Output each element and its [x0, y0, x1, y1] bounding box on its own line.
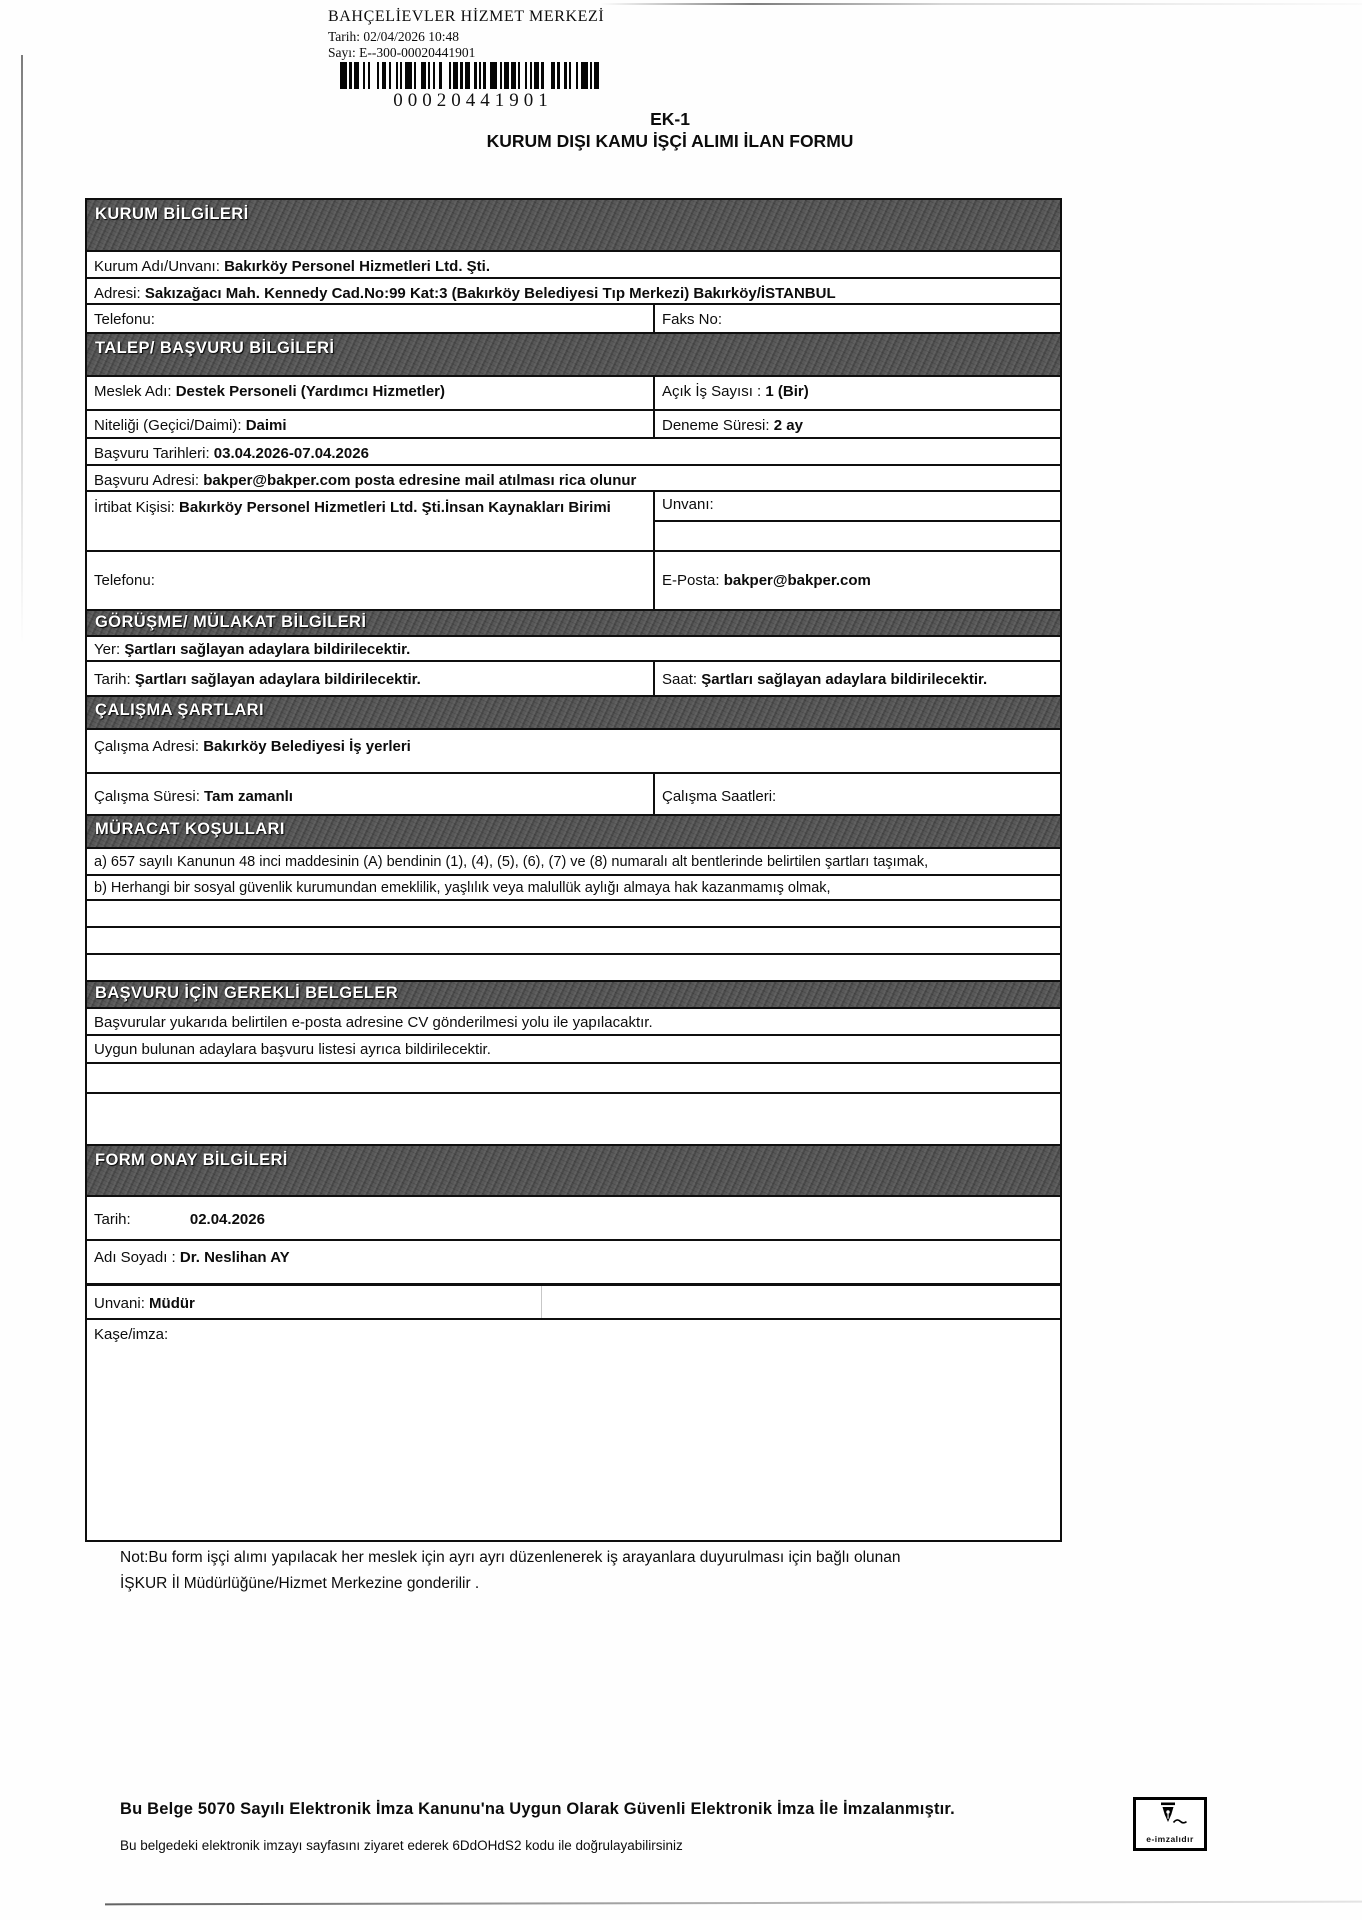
gorusme-saat-label: Saat: [662, 671, 698, 688]
cell-kosul-a: a) 657 sayılı Kanunun 48 inci maddesinin (A) bendinin (1), (4), (5), (6), (7) ve (8) numaralı alt bentlerinde belirtilen şartları taşımak, [94, 854, 929, 870]
barcode-digits: 00020441901 [393, 90, 553, 111]
row-irtibat-unvani [87, 490, 1060, 550]
empty-cell [87, 1064, 1060, 1092]
cell-yer [87, 637, 1060, 660]
deneme-label: Deneme Süresi: [662, 417, 770, 434]
cell-deneme [655, 411, 1060, 437]
onay-tarih-label: Tarih: [94, 1211, 131, 1228]
cell-unvani [655, 492, 1060, 522]
kurum-adi-label: Kurum Adı/Unvanı: [94, 258, 220, 275]
adresi-value: Sakızağacı Mah. Kennedy Cad.No:99 Kat:3 (Bakırköy Belediyesi Tıp Merkezi) Bakırköy/İSTANBUL [144, 285, 836, 302]
row-belge-1 [87, 1007, 1060, 1034]
onay-tarih-value: 02.04.2026 [189, 1211, 265, 1228]
letterhead-number-line: Sayı: E--300-00020441901 [328, 45, 476, 60]
section-title: TALEP/ BAŞVURU BİLGİLERİ [95, 339, 335, 357]
section-header-kurum-bilgileri [87, 200, 1060, 250]
row-basvuru-tarihleri [87, 437, 1060, 464]
basvuru-tarihleri-label: Başvuru Tarihleri: [94, 445, 210, 462]
cell-calisma-adresi [87, 730, 1060, 772]
eposta-value: bakper@bakper.com [723, 572, 871, 589]
cell-telefonu [87, 305, 655, 332]
cell-unvani-empty [655, 522, 1060, 550]
acik-is-label: Açık İş Sayısı : [662, 383, 762, 400]
calisma-suresi-value: Tam zamanlı [204, 788, 293, 805]
calisma-adresi-label: Çalışma Adresi: [94, 738, 200, 755]
kurum-adi-value: Bakırköy Personel Hizmetleri Ltd. Şti. [224, 258, 490, 275]
row-kosul-b [87, 874, 1060, 899]
row-empty [87, 899, 1060, 926]
adi-soyadi-label: Adı Soyadı : [94, 1249, 176, 1266]
row-yer [87, 635, 1060, 660]
form-title-block [340, 108, 1000, 152]
row-tarih-saat [87, 660, 1060, 695]
cell-basvuru-tarihleri [87, 439, 1060, 464]
section-title: FORM ONAY BİLGİLERİ [95, 1151, 288, 1169]
cell-irtibat [87, 492, 655, 550]
row-kurum-adi [87, 250, 1060, 277]
calisma-adresi-value: Bakırköy Belediyesi İş yerleri [203, 738, 411, 755]
onay-unvani-value: Müdür [149, 1295, 195, 1312]
adi-soyadi-value: Dr. Neslihan AY [179, 1249, 290, 1266]
onay-unvani-label: Unvani: [94, 1295, 145, 1312]
form-title: KURUM DIŞI KAMU İŞÇİ ALIMI İLAN FORMU [486, 131, 854, 151]
basvuru-adresi-label: Başvuru Adresi: [94, 472, 200, 489]
cell-kurum-adi [87, 252, 1060, 277]
gorusme-tarih-value: Şartları sağlayan adaylara bildirilecektir. [134, 671, 421, 688]
acik-is-value: 1 (Bir) [765, 383, 809, 400]
row-adi-soyadi [87, 1239, 1060, 1283]
adresi-label: Adresi: [94, 285, 141, 302]
basvuru-tarihleri-value: 03.04.2026-07.04.2026 [213, 445, 369, 462]
barcode [340, 62, 606, 89]
row-belge-2 [87, 1034, 1060, 1062]
pen-nib-icon [1152, 1802, 1188, 1834]
scan-artifact-top-line [600, 3, 1362, 5]
footnote: Not:Bu form işçi alımı yapılacak her meslek için ayrı ayrı düzenlenerek iş arayanlara duyurulması için bağlı olunan İŞKUR İl Müdürlüğüne/Hizmet Merkezine gonderilir . [120, 1549, 901, 1592]
gorusme-tarih-label: Tarih: [94, 671, 131, 688]
empty-cell [87, 901, 1060, 926]
row-calisma-adresi [87, 728, 1060, 772]
irtibat-value: Bakırköy Personel Hizmetleri Ltd. Şti.İnsan Kaynakları Birimi [179, 499, 611, 516]
section-title: GÖRÜŞME/ MÜLAKAT BİLGİLERİ [95, 613, 367, 631]
row-basvuru-adresi [87, 464, 1060, 490]
barcode-block [340, 62, 606, 112]
section-title: MÜRACAT KOŞULLARI [95, 820, 285, 838]
section-header-gorusme-mulakat [87, 609, 1060, 635]
irtibat-label: İrtibat Kişisi: [94, 499, 175, 516]
row-kosul-a [87, 847, 1060, 874]
row-calisma-suresi [87, 772, 1060, 814]
row-niteligi [87, 409, 1060, 437]
calisma-suresi-label: Çalışma Süresi: [94, 788, 200, 805]
esign-badge-label: e-imzalıdır [1146, 1834, 1194, 1844]
cell-acik-is [655, 377, 1060, 409]
meslek-value: Destek Personeli (Yardımcı Hizmetler) [175, 383, 445, 400]
section-title: ÇALIŞMA ŞARTLARI [95, 701, 264, 719]
esign-verification-note: Bu belgedeki elektronik imzayı sayfasını ziyaret ederek 6DdOHdS2 kodu ile doğrulayabilirsiniz [120, 1838, 683, 1853]
cell-meslek [87, 377, 655, 409]
cell-faks [655, 305, 1060, 332]
cell-basvuru-adresi [87, 466, 1060, 490]
deneme-value: 2 ay [773, 417, 803, 434]
section-header-calisma-sartlari [87, 695, 1060, 728]
section-title: BAŞVURU İÇİN GEREKLİ BELGELER [95, 984, 399, 1002]
cell-eposta [655, 552, 1060, 609]
yer-value: Şartları sağlayan adaylara bildirilecektir. [124, 641, 411, 658]
row-meslek [87, 375, 1060, 409]
cell-adi-soyadi [87, 1241, 1060, 1283]
row-empty [87, 1092, 1060, 1144]
cell-unvani-split [655, 492, 1060, 550]
cell-belge-2: Uygun bulunan adaylara başvuru listesi ayrıca bildirilecektir. [94, 1041, 491, 1058]
telefonu-label: Telefonu: [94, 311, 155, 328]
scan-artifact-bottom-line [105, 1901, 1362, 1906]
section-title: KURUM BİLGİLERİ [95, 205, 249, 223]
row-empty [87, 926, 1060, 953]
basvuru-adresi-value: bakper@bakper.com posta edresine mail atılması rica olunur [203, 472, 637, 489]
cell-gorusme-saat [655, 662, 1060, 695]
empty-cell [87, 1094, 1060, 1144]
row-kase-imza [87, 1318, 1060, 1540]
section-header-form-onay [87, 1144, 1060, 1195]
cell-kosul-b: b) Herhangi bir sosyal güvenlik kurumundan emeklilik, yaşlılık veya malullük aylığı almaya hak kazanmamış olmak, [94, 880, 831, 896]
cell-calisma-saatleri [655, 774, 1060, 814]
esign-statement: Bu Belge 5070 Sayılı Elektronik İmza Kanunu'na Uygun Olarak Güvenli Elektronik İmza İle İmzalanmıştır. [120, 1800, 955, 1818]
empty-cell [87, 955, 1060, 980]
letterhead [328, 8, 604, 61]
row-telefon-faks [87, 303, 1060, 332]
cell-adresi [87, 279, 1060, 303]
telefonu-label: Telefonu: [94, 572, 155, 589]
cell-kase-imza [87, 1320, 1060, 1540]
row-telefon-eposta [87, 550, 1060, 609]
form-table [85, 198, 1062, 1542]
gorusme-saat-value: Şartları sağlayan adaylara bildirilecektir. [701, 671, 988, 688]
cell-onay-unvani [87, 1286, 1060, 1318]
cell-belge-1: Başvurular yukarıda belirtilen e-posta adresine CV gönderilmesi yolu ile yapılacaktır. [94, 1014, 653, 1031]
niteligi-value: Daimi [245, 417, 287, 434]
niteligi-label: Niteliği (Geçici/Daimi): [94, 417, 242, 434]
cell-onay-tarih [87, 1197, 1060, 1239]
calisma-saatleri-label: Çalışma Saatleri: [662, 788, 777, 805]
section-header-talep-basvuru [87, 332, 1060, 375]
cell-niteligi [87, 411, 655, 437]
yer-label: Yer: [94, 641, 121, 658]
esign-badge [1133, 1797, 1207, 1851]
eposta-label: E-Posta: [662, 572, 720, 589]
row-onay-tarih [87, 1195, 1060, 1239]
empty-cell [87, 928, 1060, 953]
cell-gorusme-tarih [87, 662, 655, 695]
kase-imza-label: Kaşe/imza: [94, 1326, 169, 1343]
row-empty [87, 953, 1060, 980]
scan-artifact-faint-divider [541, 1286, 542, 1318]
cell-calisma-suresi [87, 774, 655, 814]
section-header-muracat-kosullari [87, 814, 1060, 847]
annex-number: EK-1 [650, 109, 690, 129]
section-header-gerekli-belgeler [87, 980, 1060, 1007]
scan-artifact-left-line [21, 55, 23, 645]
meslek-label: Meslek Adı: [94, 383, 172, 400]
row-onay-unvani [87, 1283, 1060, 1318]
row-empty [87, 1062, 1060, 1092]
faks-label: Faks No: [662, 311, 723, 328]
unvani-label: Unvanı: [662, 496, 714, 513]
letterhead-office-name: BAHÇELİEVLER HİZMET MERKEZİ [328, 8, 605, 25]
row-adresi [87, 277, 1060, 303]
cell-telefonu-2 [87, 552, 655, 609]
letterhead-date-line: Tarih: 02/04/2026 10:48 [328, 29, 460, 44]
